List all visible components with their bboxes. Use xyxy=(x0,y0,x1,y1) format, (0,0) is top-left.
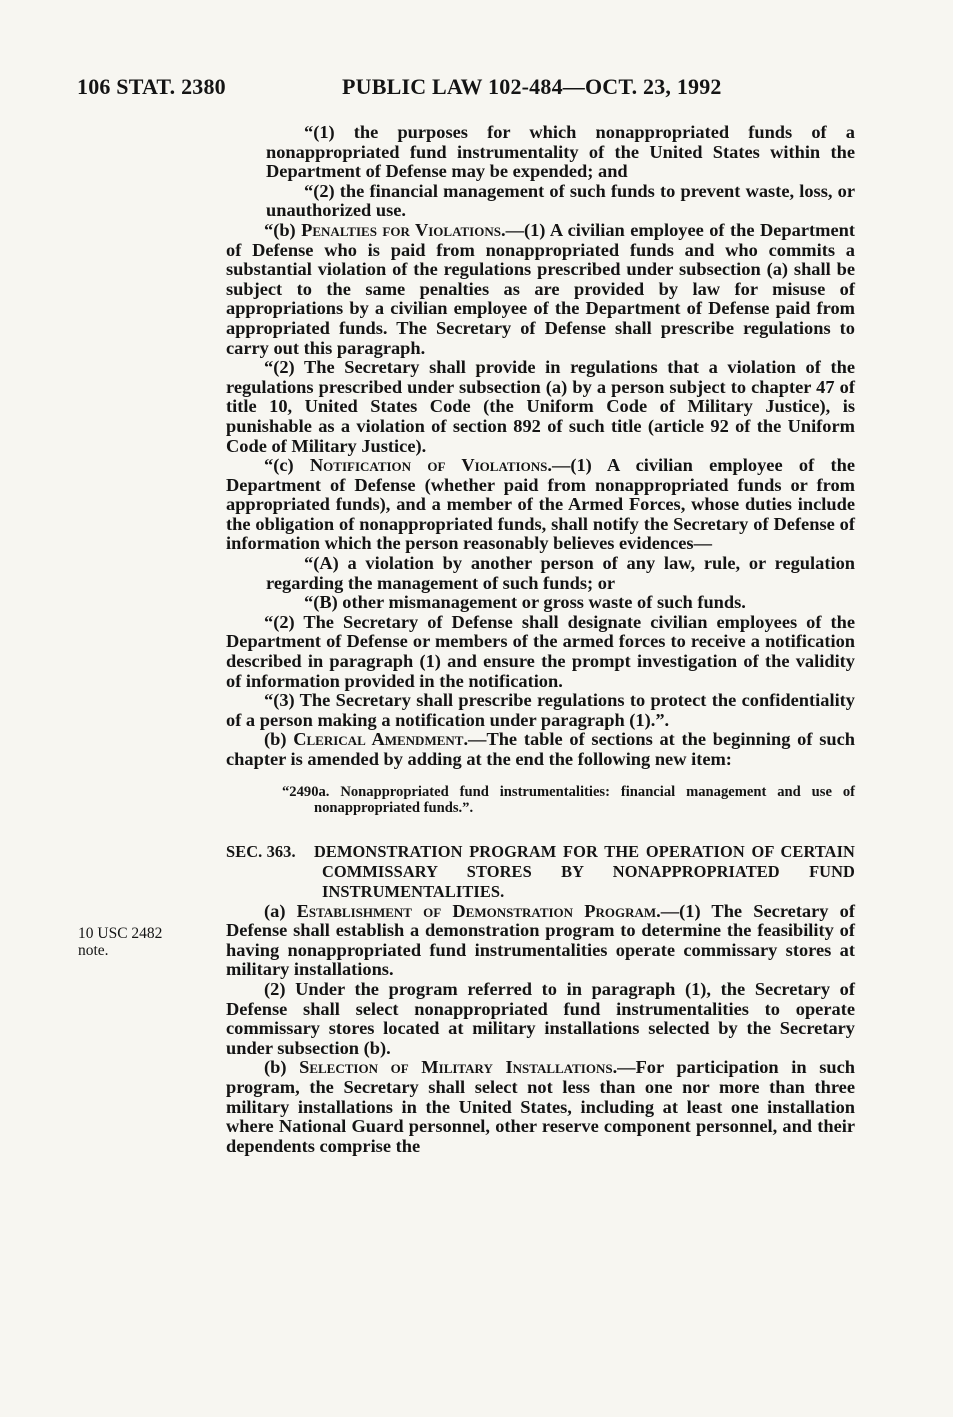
statute-page-number: 106 STAT. 2380 xyxy=(77,74,226,99)
clerical-label: (b) xyxy=(264,729,294,750)
paragraph-c2: “(2) The Secretary of Defense shall designate civilian employees of the Department of Defense or members of the armed forces to receive a notification described in paragraph (1) and ensure the prompt investigation of the validity of information provided in the notification. xyxy=(226,611,855,691)
section-363-heading xyxy=(226,842,855,902)
subsection-c-label: “(c) xyxy=(264,455,310,476)
section-363-b-label: (b) xyxy=(264,1057,300,1078)
subparagraph-a: “(A) a violation by another person of any law, rule, or regulation regarding the management of such funds; or xyxy=(266,553,855,593)
subsection-b-label: “(b) xyxy=(264,219,302,240)
paragraph-a1: “(1) the purposes for which nonappropriated funds of a nonappropriated fund instrumentality of the United States within the Department of Defense may be expended; and xyxy=(266,122,855,182)
subparagraph-b: “(B) other mismanagement or gross waste of such funds. xyxy=(304,592,746,613)
margin-note-label: note. xyxy=(78,942,109,959)
subsection-b-heading: Penalties for Violations xyxy=(301,219,501,240)
subsection-c-text: .—(1) A civilian employee of the Department of Defense (whether paid from nonappropriated funds or from appropriated funds), and a member of the Armed Forces, whose duties include the obligation of nonappropriated funds, shall notify the Secretary of Defense of information which the person reasonably believes evidences— xyxy=(226,455,855,554)
clerical-text: .—The table of sections at the beginning of such chapter is amended by adding at the end the following new item: xyxy=(226,729,855,769)
subsection-c-notification xyxy=(226,456,855,554)
clerical-heading: Clerical Amendment xyxy=(293,729,464,750)
paragraph-c3: “(3) The Secretary shall prescribe regulations to protect the confidentiality of a person making a notification under paragraph (1).”. xyxy=(226,690,855,730)
section-363-paragraph-a2: (2) Under the program referred to in paragraph (1), the Secretary of Defense shall select nonappropriated fund instrumentalities to operate commissary stores located at military installations selected by the Secretary under subsection (b). xyxy=(226,978,855,1058)
subsection-b-penalties xyxy=(226,221,855,358)
paragraph-a2: “(2) the financial management of such funds to prevent waste, loss, or unauthorized use. xyxy=(266,180,855,221)
table-of-sections-item: “2490a. Nonappropriated fund instrumentalities: financial management and use of nonappropriated funds.”. xyxy=(282,783,855,816)
section-number: SEC. 363. xyxy=(226,841,296,861)
section-363-b-text: .—For participation in such program, the Secretary shall select not less than one nor more than three military installations in the United States, including at least one installation where National Guard personnel, other reserve component personnel, and their dependents comprise the xyxy=(226,1057,855,1156)
margin-note-citation: 10 USC 2482 xyxy=(78,925,163,942)
subsection-b-text: .—(1) A civilian employee of the Department of Defense who is paid from nonappropriated funds and who commits a substantial violation of the regulations prescribed under subsection (a) shall be subject to the same penalties as are provided by law for misuse of appropriations by a civilian employee of the Department of Defense paid from appropriated funds. The Secretary of Defense shall prescribe regulations to carry out this paragraph. xyxy=(226,219,855,358)
paragraph-b2: “(2) The Secretary shall provide in regulations that a violation of the regulations prescribed under subsection (a) by a person subject to chapter 47 of title 10, United States Code (the Uniform Code of Military Justice), is punishable as a violation of section 892 of such title (article 92 of the Uniform Code of Military Justice). xyxy=(226,357,855,456)
section-363-subsection-a xyxy=(226,902,855,980)
section-title: DEMONSTRATION PROGRAM FOR THE OPERATION OF CERTAIN COMMISSARY STORES BY NONAPPROPRIATED FUND INSTRUMENTALITIES. xyxy=(314,841,855,901)
section-363-a-text: .—(1) The Secretary of Defense shall establish a demonstration program to determine the feasibility of having nonappropriated fund instrumentalities operate commissary stores at military installations. xyxy=(226,900,855,980)
section-363-subsection-b xyxy=(226,1058,855,1156)
section-363-a-label: (a) xyxy=(264,900,297,921)
clerical-amendment xyxy=(226,730,855,769)
subsection-c-heading: Notification of Violations xyxy=(309,455,548,476)
section-363-a-heading: Establishment of Demonstration Program xyxy=(296,900,657,921)
section-363-b-heading: Selection of Military Installations xyxy=(299,1057,613,1078)
public-law-citation: PUBLIC LAW 102-484—OCT. 23, 1992 xyxy=(342,74,722,99)
margin-note xyxy=(78,925,208,959)
body-text xyxy=(226,123,855,1156)
